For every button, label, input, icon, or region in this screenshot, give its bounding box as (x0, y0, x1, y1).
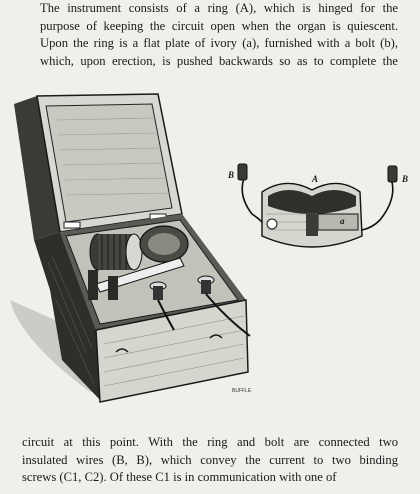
wire-label-left: B (228, 170, 235, 180)
paragraph-bottom (22, 434, 398, 487)
ring-label-A: A (312, 174, 319, 184)
text-line: circuit at this point. With the ring and bolt are connected two (22, 435, 398, 449)
ring-instrument-illustration (227, 164, 408, 247)
text-line: purpose of keeping the circuit open when the organ is quiescent. (40, 18, 398, 33)
wire-label-right: B (402, 174, 409, 184)
text-line: insulated wires (B, B), which convey the current to two binding (22, 452, 398, 467)
text-line: Upon the ring is a flat plate of ivory (a), furnished with a bolt (b), (40, 36, 398, 51)
battery-box-illustration (10, 94, 252, 402)
paragraph-top (22, 0, 398, 70)
ring-label-a: a (340, 216, 345, 226)
text-line: The instrument consists of a ring (A), which is hinged for the (40, 1, 398, 15)
engraver-signature: BUFFLE (232, 388, 252, 394)
text-line: screws (C1, C2). Of these C1 is in communication with one of (22, 470, 337, 485)
text-line: which, upon erection, is pushed backwards so as to complete the (40, 53, 398, 68)
engraving-illustration (0, 88, 420, 420)
